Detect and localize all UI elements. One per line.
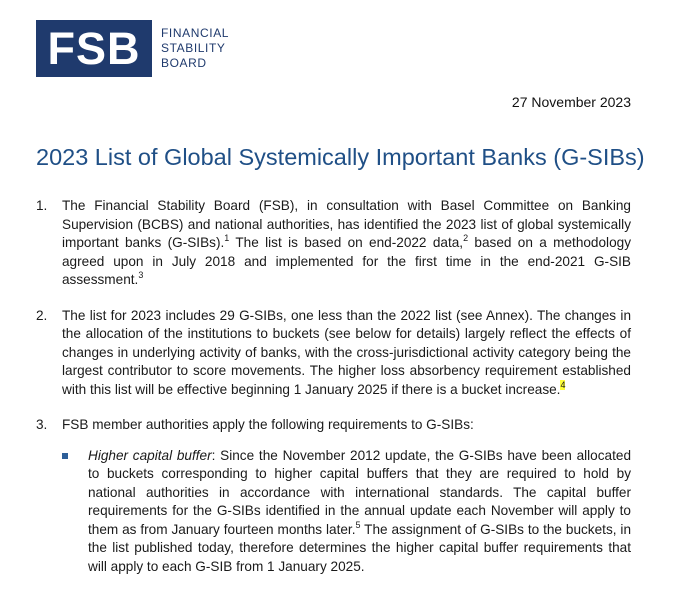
text-run: The list is based on end-2022 data, <box>229 235 464 250</box>
paragraph-3 <box>36 416 631 435</box>
text-run: based on a methodology agreed upon in July 2018 and implemented for the first time in the end-2021 G-SIB assessment. <box>62 235 631 287</box>
text-run: The Financial Stability Board (FSB), in consultation with Basel Committee on Banking Supervision (BCBS) and national authorities, has identified the 2023 list of global systemically important banks (G-SIBs). <box>62 198 631 250</box>
paragraph-text <box>62 416 631 435</box>
footnote-ref-1[interactable]: 1 <box>224 233 230 243</box>
logo-line: FINANCIAL <box>161 26 230 40</box>
fsb-logo <box>36 20 229 77</box>
paragraph-2 <box>36 307 631 400</box>
document-date: 27 November 2023 <box>511 94 631 110</box>
document-body <box>36 197 631 576</box>
paragraph-number: 2. <box>36 307 48 323</box>
paragraph-number: 1. <box>36 198 48 213</box>
footnote-ref-2[interactable]: 2 <box>463 233 469 243</box>
text-run: The list for 2023 includes 29 G-SIBs, one less than the 2022 list (see Annex). The changes in the allocation of the institutions to buckets (see below for details) largely reflect the effects of changes in underlying activity of banks, with the cross-jurisdictional activity category being the largest contributor to score movements. The higher loss absorbency requirement established with this list will be effective beginning 1 January 2025 if there is a bucket increase. <box>62 307 631 397</box>
logo-mark: FSB <box>36 20 152 77</box>
bullet-lead: Higher capital buffer <box>88 447 212 463</box>
logo-wordmark <box>161 26 229 71</box>
logo-line: BOARD <box>161 56 207 70</box>
paragraph-text <box>62 197 631 290</box>
paragraph-text <box>62 307 631 400</box>
footnote-ref-5[interactable]: 5 <box>355 519 361 530</box>
text-run: The assignment of G-SIBs to the buckets, in the list published today, therefore determines the higher capital buffer requirements that will apply to each G-SIB from 1 January 2025. <box>88 521 632 574</box>
footnote-ref-3[interactable]: 3 <box>138 270 144 280</box>
bullet-square-icon <box>62 447 88 577</box>
logo-line: STABILITY <box>161 41 226 55</box>
bullet-text <box>88 447 631 577</box>
paragraph-number: 3. <box>36 417 48 432</box>
footnote-ref-4[interactable]: 4 <box>560 379 566 390</box>
text-run: FSB member authorities apply the following requirements to G-SIBs: <box>62 417 474 432</box>
paragraph-1 <box>36 197 631 290</box>
document-title: 2023 List of Global Systemically Important Banks (G-SIBs) <box>36 144 645 170</box>
text-run: : Since the November 2012 update, the G-SIBs have been allocated to buckets corresponding to higher capital buffers that they are required to hold by national authorities in accordance with international standards. The capital buffer requirements for the G-SIBs identified in the annual update each November will apply to them as from January fourteen months later. <box>88 447 632 537</box>
bullet-item <box>62 447 631 577</box>
